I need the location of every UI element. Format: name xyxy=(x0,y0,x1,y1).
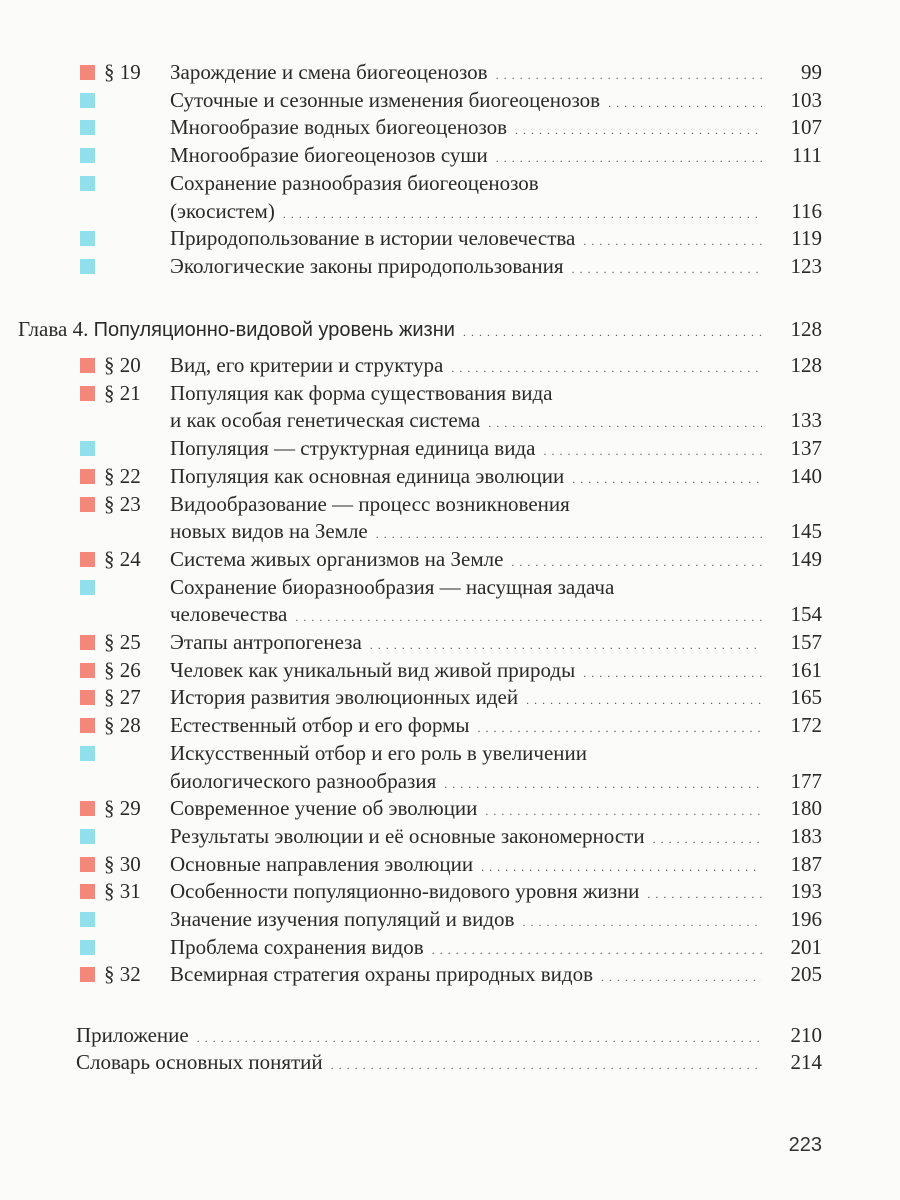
paragraph-number: § 27 xyxy=(104,685,141,710)
leader-dots xyxy=(478,712,762,742)
toc-entry-line xyxy=(170,823,822,853)
entry-title: Человек как уникальный вид живой природы xyxy=(170,657,576,682)
entry-title: Экологические законы природопользования xyxy=(170,253,564,278)
entry-title: Всемирная стратегия охраны природных видов xyxy=(170,962,593,987)
toc-entry-line xyxy=(170,87,822,117)
paragraph-marker xyxy=(80,690,95,705)
entry-title: (экосистем) xyxy=(170,198,275,223)
entry-page-number: 133 xyxy=(790,408,822,433)
entry-page-number: 119 xyxy=(791,226,822,251)
entry-page-number: 172 xyxy=(790,713,822,738)
paragraph-marker xyxy=(80,358,95,373)
leader-dots xyxy=(432,934,762,964)
entry-page-number: 214 xyxy=(790,1050,822,1074)
entry-page-number: 137 xyxy=(790,436,822,461)
entry-page-number: 196 xyxy=(790,907,822,931)
entry-page-number: 177 xyxy=(790,768,822,793)
paragraph-marker xyxy=(80,663,95,678)
paragraph-marker xyxy=(80,884,95,899)
toc-entry-line xyxy=(76,1022,822,1052)
leader-dots xyxy=(376,518,762,548)
entry-title: Современное учение об эволюции xyxy=(170,796,478,821)
entry-page-number: 157 xyxy=(790,630,822,654)
entry-title: Искусственный отбор и его роль в увеличении xyxy=(170,740,588,765)
paragraph-number: § 28 xyxy=(104,713,141,738)
paragraph-number: § 31 xyxy=(104,879,141,904)
entry-page-number: 193 xyxy=(790,879,822,904)
entry-page-number: 161 xyxy=(790,657,822,682)
entry-page-number: 187 xyxy=(790,851,822,876)
toc-entry-line xyxy=(170,712,822,742)
entry-title: биологического разнообразия xyxy=(170,768,437,793)
entry-title: История развития эволюционных идей xyxy=(170,685,519,710)
leader-dots xyxy=(572,463,762,493)
paragraph-number: § 20 xyxy=(104,353,141,377)
entry-page-number: 123 xyxy=(790,253,822,278)
entry-page-number: 205 xyxy=(790,962,822,987)
leader-dots xyxy=(295,601,762,631)
supplement-marker xyxy=(80,746,95,761)
entry-title: Система живых организмов на Земле xyxy=(170,546,504,571)
paragraph-number: § 29 xyxy=(104,796,141,821)
paragraph-number: § 19 xyxy=(104,60,141,84)
entry-title: Естественный отбор и его формы xyxy=(170,713,470,738)
supplement-marker xyxy=(80,912,95,927)
toc-entry-line xyxy=(18,316,822,346)
leader-dots xyxy=(496,142,762,172)
leader-dots xyxy=(647,878,762,908)
toc-entry-line xyxy=(170,59,822,89)
entry-page-number: 154 xyxy=(790,602,822,627)
paragraph-number: § 30 xyxy=(104,851,141,876)
toc-entry-line xyxy=(170,198,822,228)
entry-title: Природопользование в истории человечества xyxy=(170,226,576,251)
supplement-marker xyxy=(80,259,95,274)
supplement-marker xyxy=(80,580,95,595)
entry-title: Зарождение и смена биогеоценозов xyxy=(170,60,488,84)
chapter-title xyxy=(18,316,455,344)
entry-page-number: 145 xyxy=(790,519,822,544)
paragraph-number: § 26 xyxy=(104,657,141,682)
supplement-marker xyxy=(80,93,95,108)
entry-title: Видообразование — процесс возникновения xyxy=(170,491,570,516)
entry-title: Сохранение разнообразия биогеоценозов xyxy=(170,170,539,195)
entry-title: Многообразие водных биогеоценозов xyxy=(170,115,508,140)
entry-title: Популяция как форма существования вида xyxy=(170,380,553,405)
toc-entry-line xyxy=(170,407,822,437)
leader-dots xyxy=(451,352,762,382)
supplement-marker xyxy=(80,120,95,135)
entry-title: Результаты эволюции и её основные закономерности xyxy=(170,823,645,848)
toc-entry-line xyxy=(170,463,822,493)
leader-dots xyxy=(444,768,762,798)
paragraph-number: § 23 xyxy=(104,491,141,516)
leader-dots xyxy=(370,629,762,659)
entry-title: человечества xyxy=(170,602,288,627)
toc-entry-line xyxy=(170,601,822,631)
toc-entry-line xyxy=(170,906,822,936)
supplement-marker xyxy=(80,940,95,955)
toc-entry-line xyxy=(170,435,822,465)
leader-dots xyxy=(485,795,762,825)
toc-entry-line xyxy=(170,961,822,991)
paragraph-marker xyxy=(80,801,95,816)
leader-dots xyxy=(583,225,762,255)
toc-entry-line xyxy=(170,114,822,144)
entry-page-number: 210 xyxy=(790,1023,822,1047)
leader-dots xyxy=(515,114,762,144)
toc-entry-line xyxy=(170,657,822,687)
entry-title: Особенности популяционно-видового уровня жизни xyxy=(170,879,640,904)
chapter-label: Глава 4. xyxy=(18,317,89,341)
toc-entry-line xyxy=(170,352,822,382)
paragraph-marker xyxy=(80,386,95,401)
paragraph-number: § 22 xyxy=(104,463,141,488)
leader-dots xyxy=(653,823,762,853)
entry-page-number: 107 xyxy=(790,115,822,140)
supplement-marker xyxy=(80,441,95,456)
entry-title: новых видов на Земле xyxy=(170,519,368,544)
entry-page-number: 116 xyxy=(791,198,822,223)
entry-title: Вид, его критерии и структура xyxy=(170,353,444,377)
toc-entry-line xyxy=(170,768,822,798)
chapter-name: Популяционно-видовой уровень жизни xyxy=(93,319,455,341)
paragraph-marker xyxy=(80,635,95,650)
leader-dots xyxy=(197,1022,762,1052)
toc-entry-line xyxy=(170,684,822,714)
toc-entry-line xyxy=(170,253,822,283)
paragraph-number: § 24 xyxy=(104,546,141,571)
toc-entry-line xyxy=(170,546,822,576)
paragraph-number: § 32 xyxy=(104,962,141,987)
entry-title: Популяция как основная единица эволюции xyxy=(170,463,565,488)
leader-dots xyxy=(496,59,762,89)
leader-dots xyxy=(481,851,762,881)
leader-dots xyxy=(463,316,762,346)
leader-dots xyxy=(543,435,762,465)
toc-entry-line xyxy=(170,934,822,964)
entry-title: Сохранение биоразнообразия — насущная задача xyxy=(170,574,615,599)
entry-page-number: 140 xyxy=(790,463,822,488)
supplement-marker xyxy=(80,176,95,191)
page-number: 223 xyxy=(788,1134,822,1156)
toc-entry-line xyxy=(170,878,822,908)
entry-title: Многообразие биогеоценозов суши xyxy=(170,143,488,168)
supplement-marker xyxy=(80,231,95,246)
entry-title: Проблема сохранения видов xyxy=(170,934,424,959)
toc-entry-line xyxy=(170,851,822,881)
paragraph-marker xyxy=(80,497,95,512)
entry-page-number: 165 xyxy=(790,685,822,710)
leader-dots xyxy=(583,657,762,687)
leader-dots xyxy=(331,1049,762,1079)
entry-page-number: 183 xyxy=(790,823,822,848)
paragraph-marker xyxy=(80,65,95,80)
entry-page-number: 201 xyxy=(790,934,822,959)
toc-entry-line xyxy=(170,142,822,172)
leader-dots xyxy=(511,546,762,576)
toc-entry-line xyxy=(76,1049,822,1079)
entry-page-number: 128 xyxy=(790,317,822,341)
leader-dots xyxy=(571,253,762,283)
entry-title: Этапы антропогенеза xyxy=(170,630,362,654)
entry-title: Словарь основных понятий xyxy=(76,1050,323,1074)
leader-dots xyxy=(526,684,762,714)
toc-entry-line xyxy=(170,518,822,548)
leader-dots xyxy=(522,906,762,936)
entry-title: Значение изучения популяций и видов xyxy=(170,907,515,931)
leader-dots xyxy=(608,87,762,117)
toc-entry-line xyxy=(170,225,822,255)
paragraph-marker xyxy=(80,857,95,872)
toc-entry-line xyxy=(170,629,822,659)
entry-page-number: 128 xyxy=(790,353,822,377)
paragraph-marker xyxy=(80,552,95,567)
supplement-marker xyxy=(80,148,95,163)
entry-title: Приложение xyxy=(76,1023,189,1047)
supplement-marker xyxy=(80,829,95,844)
paragraph-marker xyxy=(80,718,95,733)
leader-dots xyxy=(488,407,762,437)
entry-page-number: 103 xyxy=(790,87,822,112)
entry-title: Суточные и сезонные изменения биогеоценозов xyxy=(170,87,601,112)
entry-title: Популяция — структурная единица вида xyxy=(170,436,536,461)
entry-page-number: 180 xyxy=(790,796,822,821)
leader-dots xyxy=(283,198,762,228)
entry-title: Основные направления эволюции xyxy=(170,851,474,876)
leader-dots xyxy=(601,961,762,991)
paragraph-marker xyxy=(80,967,95,982)
paragraph-number: § 25 xyxy=(104,630,141,654)
entry-page-number: 149 xyxy=(790,546,822,571)
paragraph-number: § 21 xyxy=(104,380,141,405)
entry-page-number: 111 xyxy=(792,143,822,168)
toc-entry-line xyxy=(170,795,822,825)
entry-title: и как особая генетическая система xyxy=(170,408,481,433)
paragraph-marker xyxy=(80,469,95,484)
entry-page-number: 99 xyxy=(801,60,822,84)
